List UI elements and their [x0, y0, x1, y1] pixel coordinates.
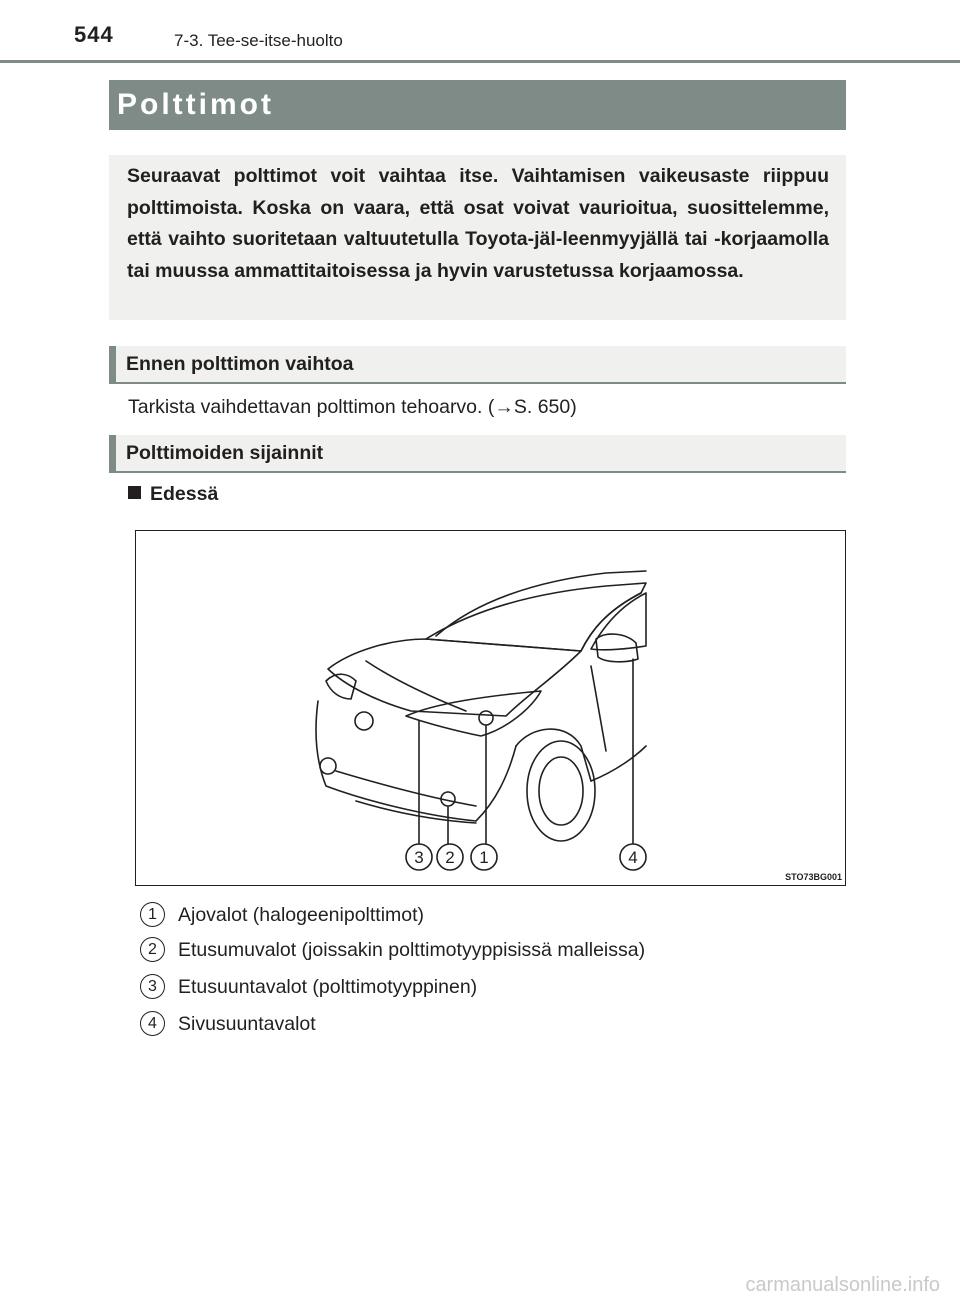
page-number: 544	[74, 22, 114, 47]
front-wheel	[527, 741, 595, 841]
intro-text: Seuraavat polttimot voit vaihtaa itse. Vaihtamisen vaikeusaste riippuu polttimoista. Koska on vaara, että osat voivat vaurioitua, suosittelemme, että vaihto suoritetaan valtuutetulla Toyota-jäl-leenmyyjällä tai -korjaamolla tai muussa ammattitaitoisessa ja hyvin varustetussa korjaamossa.	[127, 165, 829, 282]
page-reference-link[interactable]: S. 650	[513, 396, 571, 418]
figure-code: STO73BG001	[785, 872, 842, 882]
subhead-locations	[109, 435, 846, 473]
legend-number: 2	[140, 937, 165, 962]
wattage-note-text: Tarkista vaihdettavan polttimon tehoarvo. (	[128, 396, 495, 418]
subhead-before-replacement	[109, 346, 846, 384]
car-front-figure	[135, 530, 846, 886]
subhead-label: Ennen polttimon vaihtoa	[126, 353, 354, 375]
callout-1: 1	[479, 848, 489, 867]
door-line	[591, 666, 606, 751]
running-head: 7-3. Tee-se-itse-huolto	[174, 31, 343, 50]
arrow-icon: →	[494, 396, 514, 418]
wattage-note	[128, 396, 577, 419]
front-rim	[539, 757, 583, 825]
legend-text: Etusuuntavalot (polttimotyyppinen)	[178, 976, 478, 998]
side-window	[591, 593, 646, 650]
front-heading	[128, 483, 218, 506]
front-heading-label: Edessä	[150, 483, 219, 505]
header-rule	[0, 60, 960, 63]
intro-box	[109, 155, 846, 320]
callout-3: 3	[414, 848, 424, 867]
legend-text: Etusumuvalot (joissakin polttimotyyppisissä malleissa)	[178, 939, 646, 961]
section-banner	[109, 80, 846, 130]
legend-text: Ajovalot (halogeenipolttimot)	[178, 904, 425, 926]
roof-line	[436, 571, 646, 636]
hood	[328, 639, 581, 716]
callout-2: 2	[445, 848, 455, 867]
wattage-note-suffix: )	[570, 396, 577, 418]
emblem	[355, 712, 373, 730]
section-title: Polttimot	[117, 88, 274, 121]
subhead-bar	[109, 435, 116, 471]
callout-4: 4	[628, 848, 638, 867]
legend-text: Sivusuuntavalot	[178, 1013, 316, 1035]
rocker	[591, 746, 646, 781]
legend-number: 1	[140, 902, 165, 927]
footer-watermark[interactable]: carmanualsonline.info	[745, 1274, 940, 1296]
subhead-bar	[109, 346, 116, 382]
subhead-label: Polttimoiden sijainnit	[126, 442, 324, 464]
left-fog-light	[320, 758, 336, 774]
headlight-bulb	[479, 711, 493, 725]
car-illustration	[136, 531, 845, 885]
legend-number: 3	[140, 974, 165, 999]
legend-number: 4	[140, 1011, 165, 1036]
square-bullet-icon	[128, 486, 141, 499]
